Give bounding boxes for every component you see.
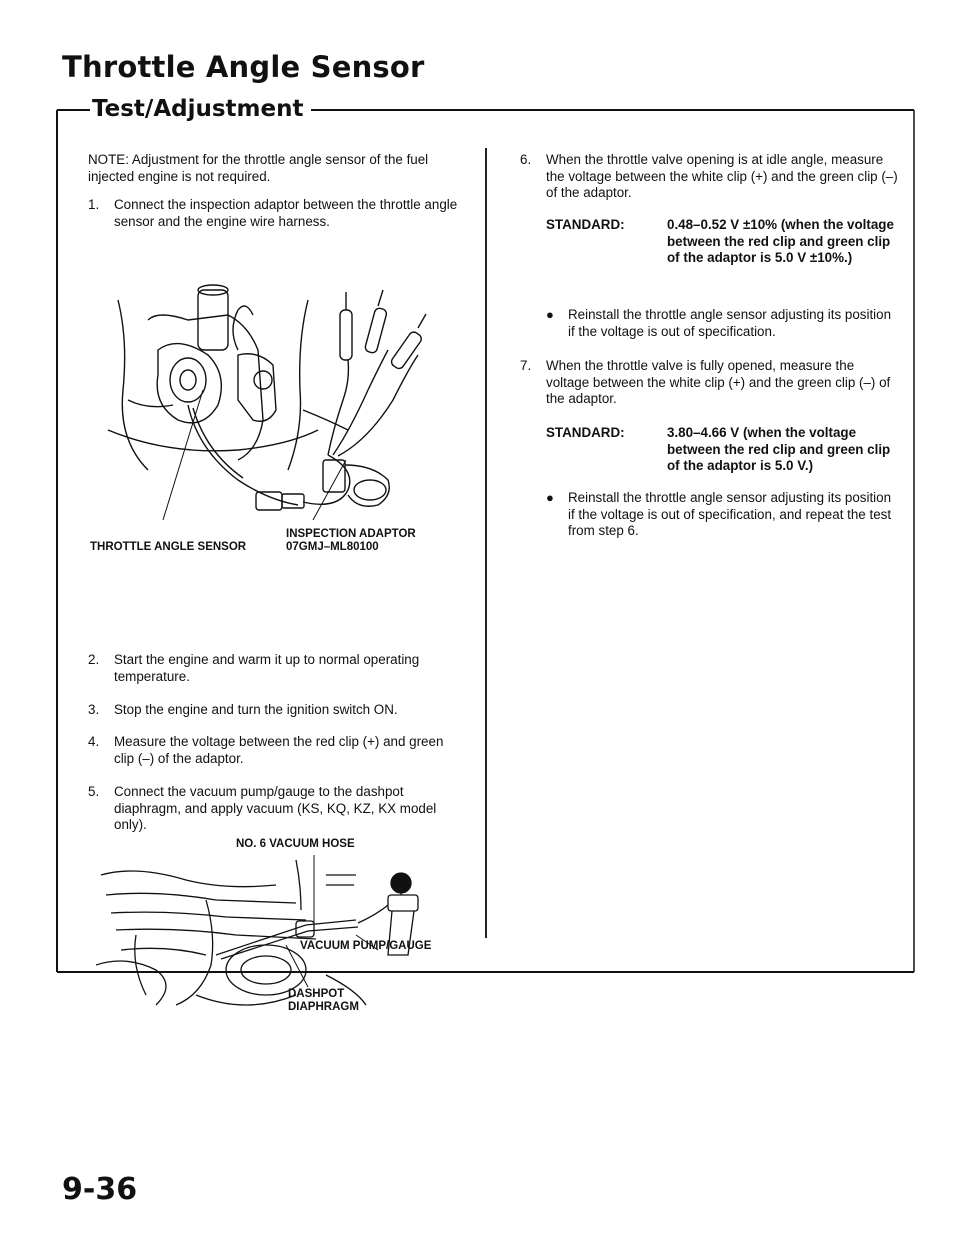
- step-3: [88, 702, 466, 719]
- label-throttle-angle-sensor: THROTTLE ANGLE SENSOR: [90, 541, 247, 553]
- step-text: When the throttle valve is fully opened, measure the voltage between the white clip (+) and the green clip (–) of the adaptor.: [546, 358, 891, 406]
- step-text: When the throttle valve opening is at idle angle, measure the voltage between the white clip (+) and the green clip (–) of the adaptor.: [546, 152, 898, 200]
- step-5: [88, 784, 466, 834]
- step-text: Start the engine and warm it up to normal operating temperature.: [114, 652, 420, 684]
- bullet-reinstall-2: [546, 490, 898, 540]
- standard-full-open: [546, 425, 898, 475]
- label-inspection-adaptor: INSPECTION ADAPTOR: [286, 528, 416, 540]
- bullet-text: Reinstall the throttle angle sensor adjusting its position if the voltage is out of specification, and repeat the test from step 6.: [568, 490, 892, 538]
- note-text: NOTE: Adjustment for the throttle angle sensor of the fuel injected engine is not required.: [88, 152, 429, 184]
- standard-label: STANDARD:: [546, 217, 625, 232]
- step-4: [88, 734, 466, 767]
- step-number: 4.: [88, 734, 100, 749]
- throttle-sensor-adaptor-illustration: [88, 280, 468, 525]
- standard-idle: [546, 217, 898, 267]
- vacuum-pump-dashpot-illustration: [96, 855, 476, 1015]
- step-number: 2.: [88, 652, 100, 667]
- step-text: Stop the engine and turn the ignition switch ON.: [114, 702, 398, 717]
- bullet-reinstall-1: [546, 307, 898, 340]
- step-2: [88, 652, 466, 685]
- step-text: Measure the voltage between the red clip (+) and green clip (–) of the adaptor.: [114, 734, 444, 766]
- step-text: Connect the inspection adaptor between the throttle angle sensor and the engine wire harness.: [114, 197, 458, 229]
- step-number: 7.: [520, 358, 532, 373]
- column-divider: [485, 148, 487, 938]
- section-subtitle: Test/Adjustment: [92, 96, 311, 122]
- page-number: 9-36: [62, 1172, 138, 1207]
- label-vacuum-pump-gauge: VACUUM PUMP/GAUGE: [300, 940, 432, 952]
- page-title: Throttle Angle Sensor: [62, 50, 425, 84]
- standard-value: 3.80–4.66 V (when the voltage between the red clip and green clip of the adaptor is 5.0 V.): [667, 425, 891, 473]
- standard-label: STANDARD:: [546, 425, 625, 440]
- step-number: 3.: [88, 702, 100, 717]
- standard-value: 0.48–0.52 V ±10% (when the voltage between the red clip and green clip of the adaptor is 5.0 V ±10%.): [667, 217, 894, 265]
- step-text: Connect the vacuum pump/gauge to the dashpot diaphragm, and apply vacuum (KS, KQ, KZ, KX model only).: [114, 784, 437, 832]
- step-1: [88, 197, 466, 230]
- label-diaphragm: DIAPHRAGM: [288, 1001, 359, 1013]
- bullet-icon: ●: [546, 307, 554, 322]
- step-number: 1.: [88, 197, 100, 212]
- label-vacuum-hose: NO. 6 VACUUM HOSE: [236, 838, 355, 850]
- label-dashpot: DASHPOT: [288, 988, 345, 1000]
- step-number: 5.: [88, 784, 100, 799]
- step-7: [520, 358, 898, 408]
- step-6: [520, 152, 898, 202]
- bullet-text: Reinstall the throttle angle sensor adjusting its position if the voltage is out of specification.: [568, 307, 892, 339]
- bullet-icon: ●: [546, 490, 554, 505]
- step-number: 6.: [520, 152, 532, 167]
- label-adaptor-part-number: 07GMJ–ML80100: [286, 541, 379, 553]
